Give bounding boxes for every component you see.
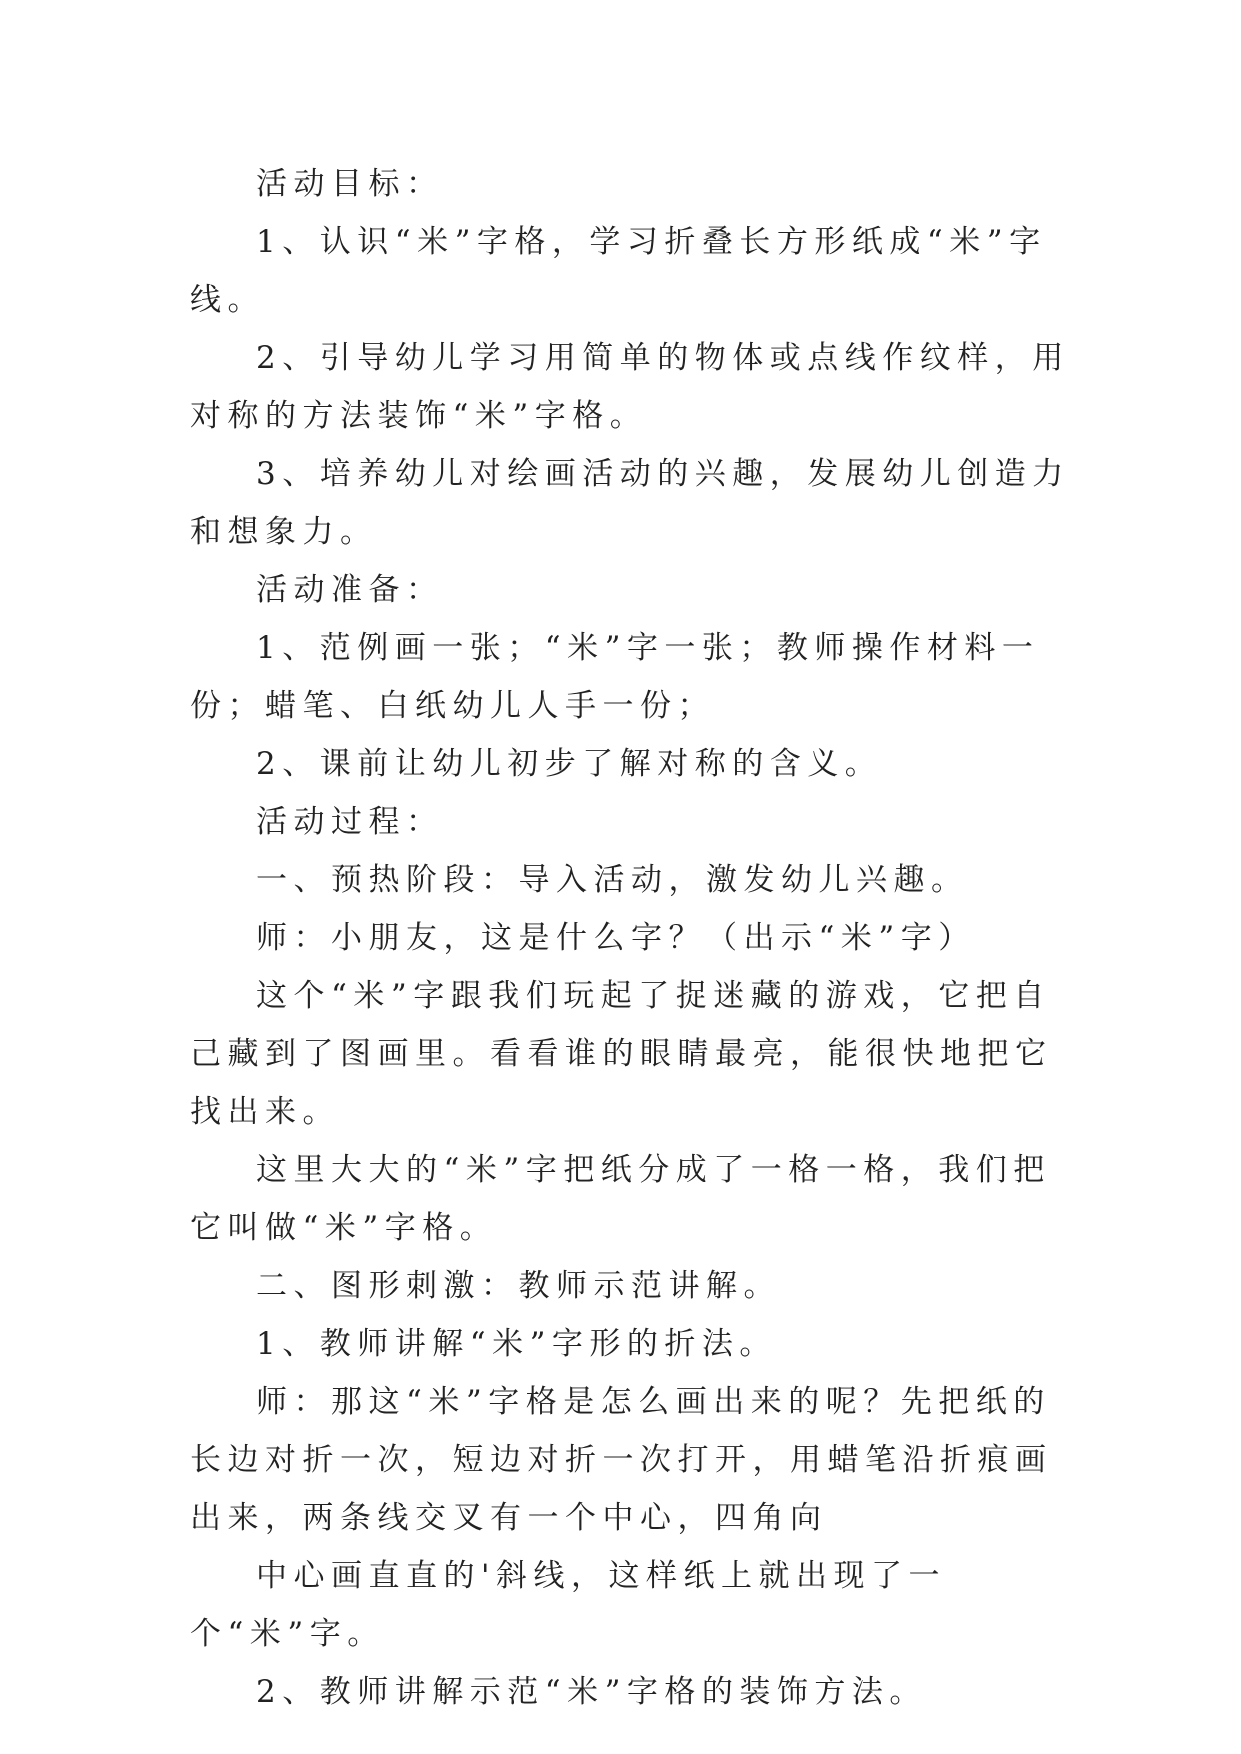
goal-item-2: 2、引导幼儿学习用简单的物体或点线作纹样，用对称的方法装饰“米”字格。 xyxy=(190,340,1070,434)
teacher-folding-explanation: 师：那这“米”字格是怎么画出来的呢？先把纸的长边对折一次，短边对折一次打开，用蜡笔沿折痕画出来，两条线交叉有一个中心，四角向 xyxy=(190,1384,1053,1536)
process-stage-2: 二、图形刺激：教师示范讲解。 xyxy=(256,1268,781,1304)
stage-2-item-2: 2、教师讲解示范“米”字格的装饰方法。 xyxy=(256,1674,927,1710)
heading-activity-preparation: 活动准备： xyxy=(256,572,444,608)
folding-explanation-continued: 中心画直直的'斜线，这样纸上就出现了一个“米”字。 xyxy=(190,1558,947,1652)
preparation-item-1: 1、范例画一张；“米”字一张；教师操作材料一份；蜡笔、白纸幼儿人手一份； xyxy=(190,630,1040,724)
teacher-question: 师：小朋友，这是什么字？（出示“米”字） xyxy=(256,920,976,956)
stage-2-item-1: 1、教师讲解“米”字形的折法。 xyxy=(256,1326,777,1362)
process-stage-1: 一、预热阶段：导入活动，激发幼儿兴趣。 xyxy=(256,862,969,898)
goal-item-1: 1、认识“米”字格，学习折叠长方形纸成“米”字线。 xyxy=(190,224,1047,318)
goal-item-3: 3、培养幼儿对绘画活动的兴趣，发展幼儿创造力和想象力。 xyxy=(190,456,1070,550)
heading-activity-process: 活动过程： xyxy=(256,804,444,840)
heading-activity-goals: 活动目标： xyxy=(256,166,444,202)
document-body xyxy=(190,155,1070,1721)
preparation-item-2: 2、课前让幼儿初步了解对称的含义。 xyxy=(256,746,883,782)
process-paragraph-hide-seek: 这个“米”字跟我们玩起了捉迷藏的游戏，它把自己藏到了图画里。看看谁的眼睛最亮，能很快地把它找出来。 xyxy=(190,978,1053,1130)
process-paragraph-grid: 这里大大的“米”字把纸分成了一格一格，我们把它叫做“米”字格。 xyxy=(190,1152,1051,1246)
